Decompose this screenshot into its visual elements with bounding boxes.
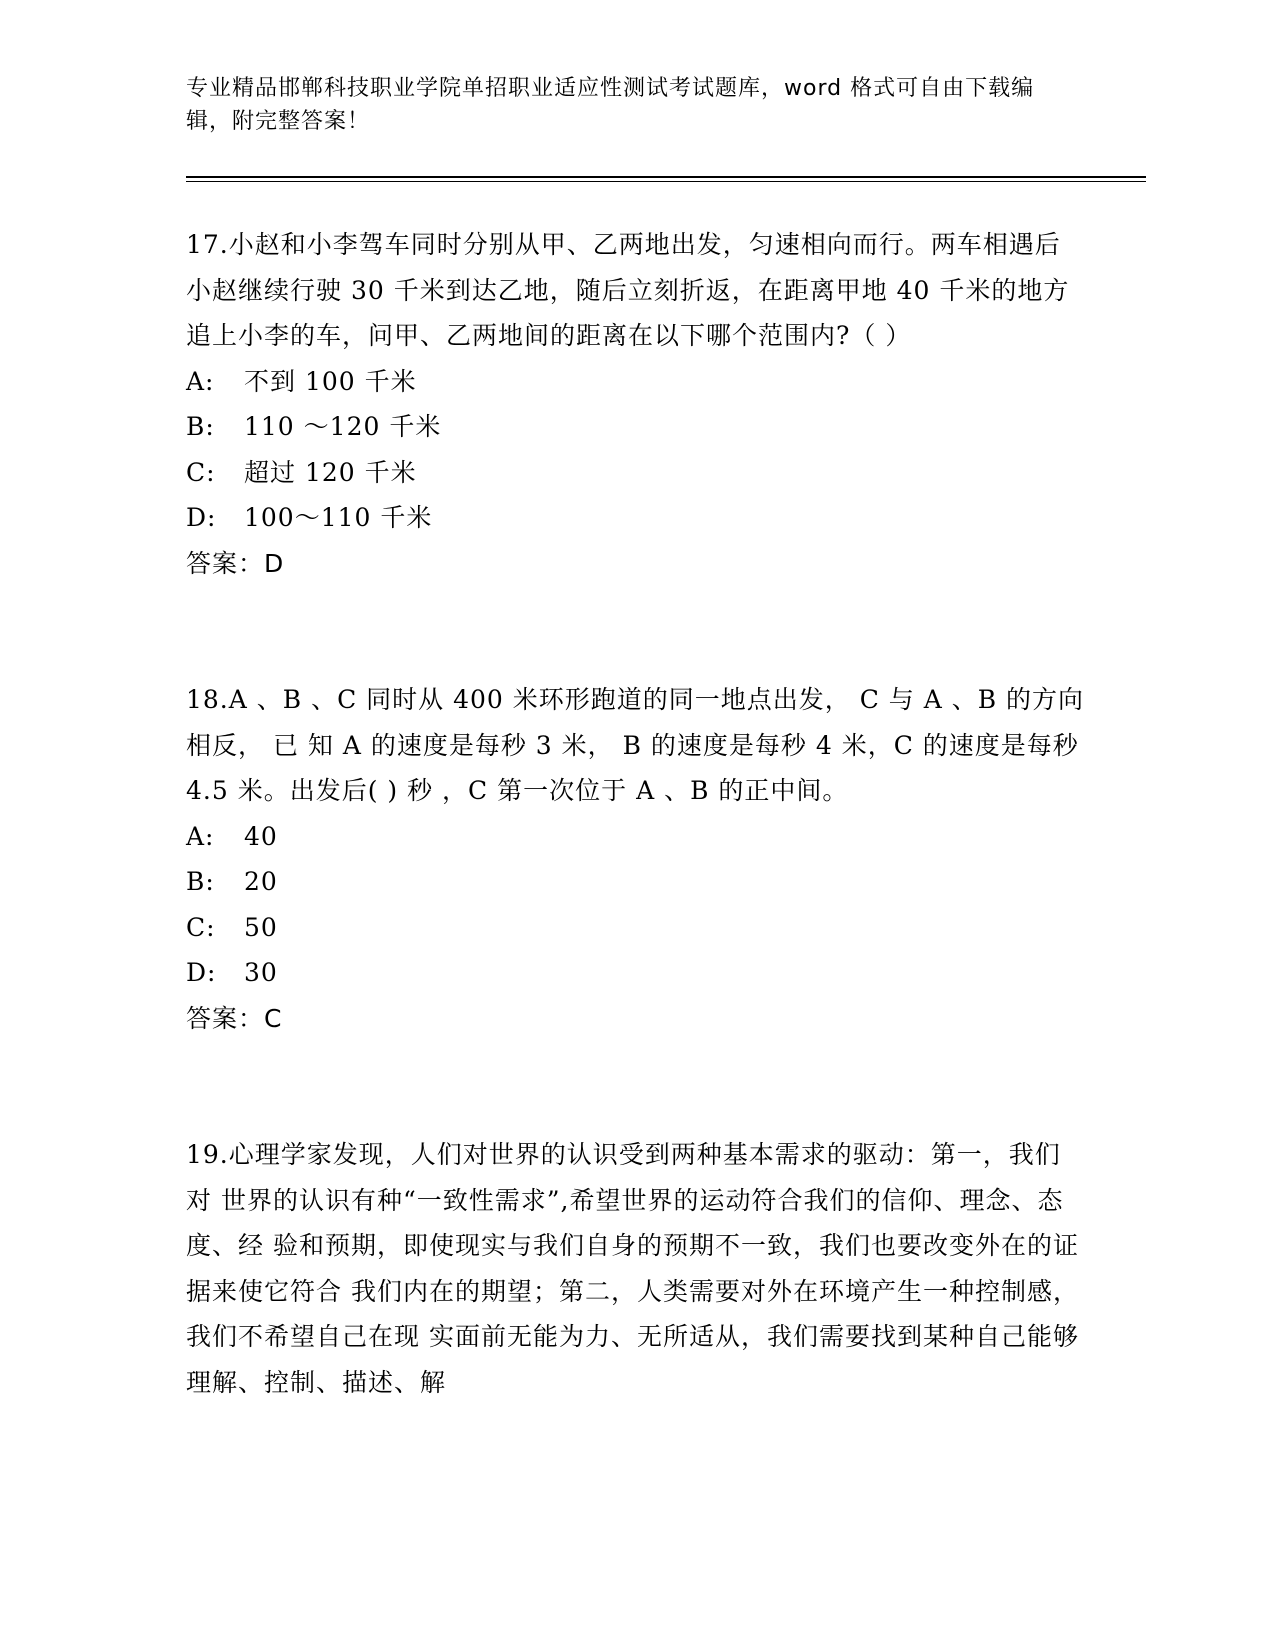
option-a — [186, 814, 1086, 860]
option-d — [186, 495, 1086, 541]
answer: 答案：C — [186, 1003, 283, 1033]
option-label: A: — [186, 821, 215, 851]
option-label: A: — [186, 366, 215, 396]
question-19 — [186, 1132, 1086, 1405]
question-text: 18.A 、B 、C 同时从 400 米环形跑道的同一地点出发， C 与 A 、B 的方向相反， 已 知 A 的速度是每秒 3 米， B 的速度是每秒 4 米，C 的速度是每秒 4.5 米。出发后( ) 秒 ，C 第一次位于 A 、B 的正中间。 — [186, 685, 1085, 805]
question-text: 19.心理学家发现，人们对世界的认识受到两种基本需求的驱动：第一，我们对 世界的认识有种“一致性需求”,希望世界的运动符合我们的信仰、理念、态度、经 验和预期，即使现实与我们自身的预期不一致，我们也要改变外在的证据来使它符合 我们内在的期望；第二，人类需要对外在环境产生一种控制感，我们不希望自己在现 实面前无能为力、无所适从，我们需要找到某种自己能够理解、控制、描述、解 — [186, 1140, 1079, 1397]
question-text: 17.小赵和小李驾车同时分别从甲、乙两地出发，匀速相向而行。两车相遇后小赵继续行驶 30 千米到达乙地，随后立刻折返，在距离甲地 40 千米的地方追上小李的车，问甲、乙两地间的距离在以下哪个范围内?（ ） — [186, 230, 1070, 350]
option-text: 110 ～120 千米 — [244, 412, 442, 441]
header-rule-thin — [186, 181, 1146, 182]
option-a — [186, 359, 1086, 405]
option-label: C: — [186, 457, 216, 487]
option-c — [186, 450, 1086, 496]
option-text: 不到 100 千米 — [244, 366, 417, 396]
option-text: 超过 120 千米 — [244, 457, 417, 487]
header-text: 专业精品邯郸科技职业学院单招职业适应性测试考试题库，word 格式可自由下载编辑，附完整答案！ — [186, 76, 1035, 134]
option-label: B: — [186, 867, 215, 896]
answer: 答案：D — [186, 548, 285, 578]
option-text: 20 — [244, 867, 278, 896]
option-d — [186, 950, 1086, 996]
option-text: 30 — [244, 958, 278, 987]
option-text: 100～110 千米 — [244, 503, 433, 532]
option-label: B: — [186, 412, 215, 441]
option-label: C: — [186, 912, 216, 942]
header-rule-thick — [186, 176, 1146, 178]
option-b — [186, 859, 1086, 905]
option-label: D: — [186, 503, 217, 532]
question-18 — [186, 677, 1086, 1041]
option-text: 50 — [244, 912, 278, 942]
option-b — [186, 404, 1086, 450]
option-label: D: — [186, 958, 217, 987]
option-text: 40 — [244, 821, 278, 851]
option-c — [186, 905, 1086, 951]
question-17 — [186, 222, 1086, 586]
page-header — [186, 72, 1066, 138]
